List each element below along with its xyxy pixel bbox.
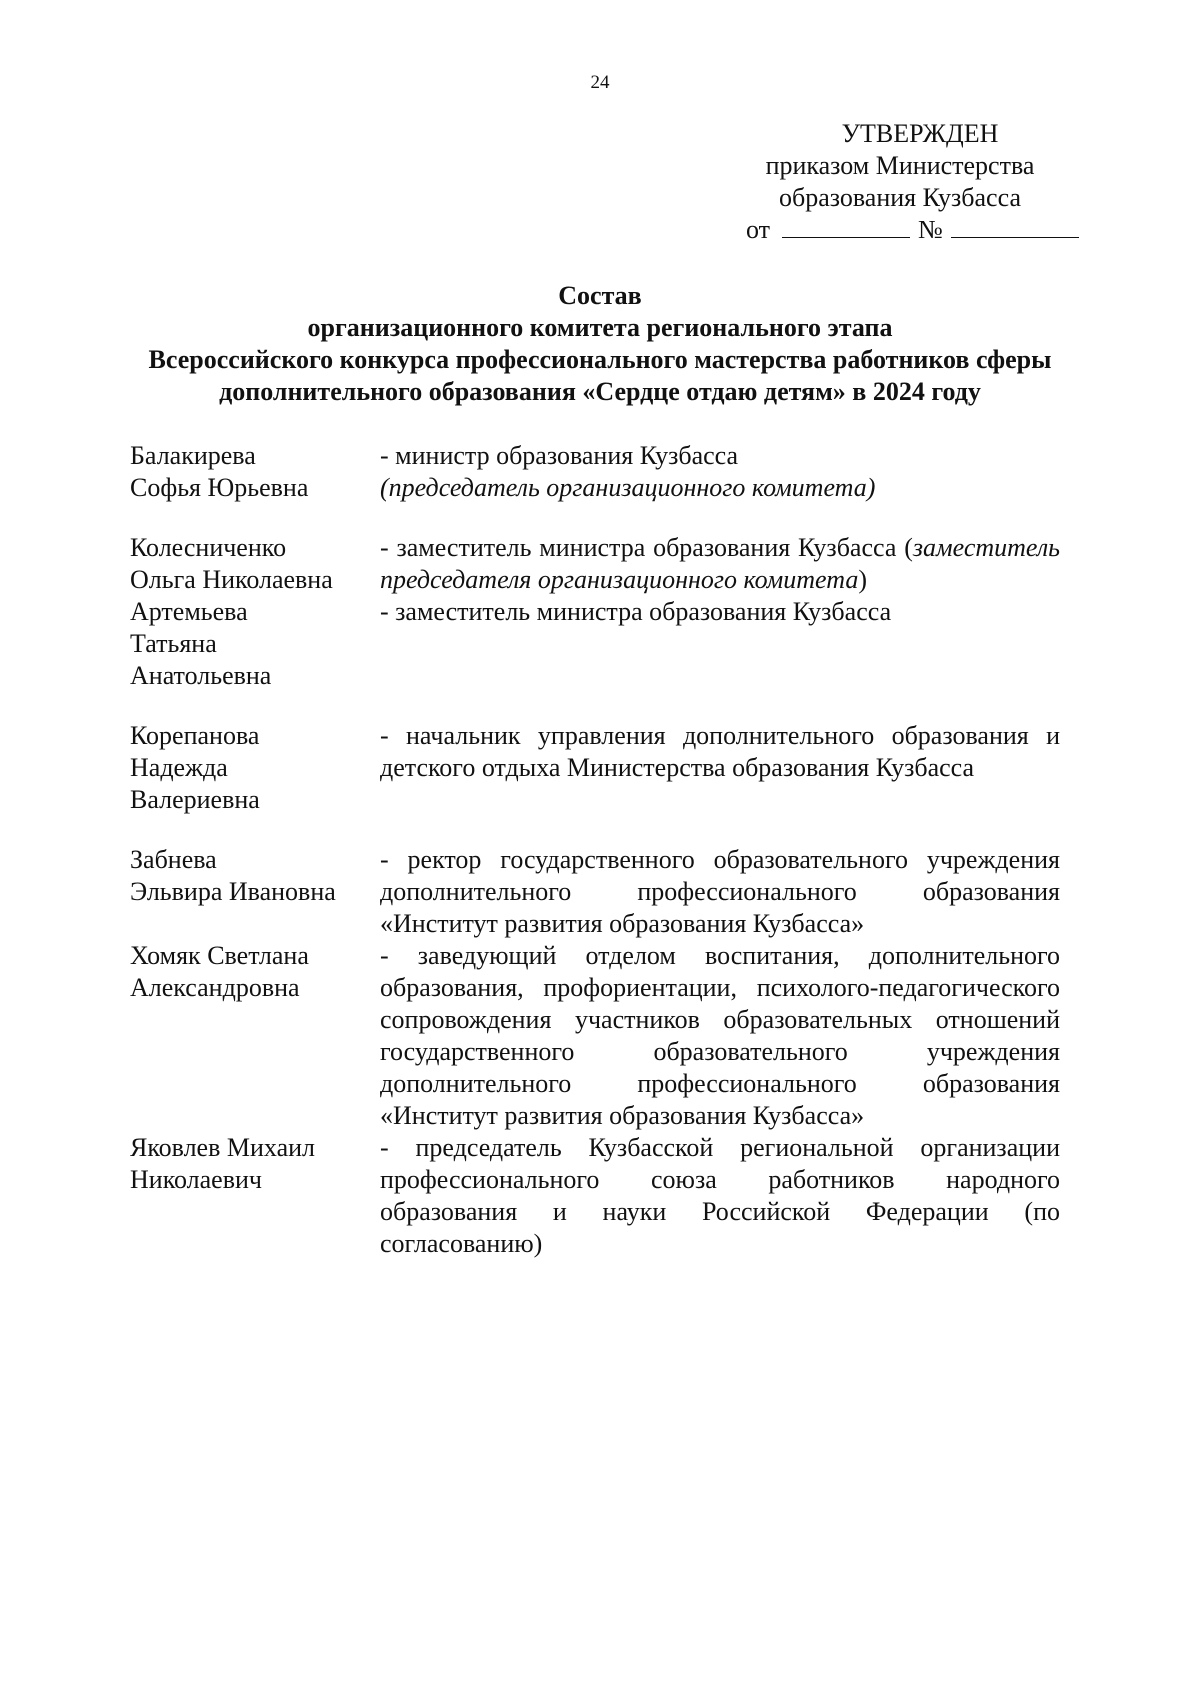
member-name-line: Корепанова	[130, 721, 260, 750]
member-row	[130, 940, 1060, 1132]
member-row	[130, 720, 1060, 816]
member-role-text: - заместитель министра образования Кузбасса	[380, 597, 892, 626]
member-name-line: Ольга Николаевна	[130, 565, 333, 594]
approval-line-2: образования Кузбасса	[778, 183, 1021, 212]
number-sign: №	[918, 215, 943, 244]
member-name	[130, 440, 380, 504]
member-row	[130, 440, 1060, 504]
member-row	[130, 532, 1060, 596]
member-row	[130, 596, 1060, 692]
member-role-text: - ректор государственного образовательного учреждения дополнительного профессионального образования «Институт развития образования Кузбасса»	[380, 845, 1060, 938]
number-blank	[951, 215, 1079, 238]
member-name-line: Надежда	[130, 753, 228, 782]
member-role	[380, 940, 1060, 1132]
member-row	[130, 1132, 1060, 1260]
approved-label: УТВЕРЖДЕН	[841, 119, 999, 148]
member-name-line: Яковлев Михаил	[130, 1133, 315, 1162]
title-line-1: Состав	[558, 281, 642, 310]
member-name-line: Балакирева	[130, 441, 256, 470]
title-line-2: организационного комитета регионального этапа	[307, 313, 893, 342]
member-name	[130, 940, 380, 1132]
member-name-line: Артемьева	[130, 597, 248, 626]
member-role	[380, 440, 1060, 504]
member-name-line: Татьяна	[130, 629, 217, 658]
date-prefix: от	[746, 215, 771, 244]
approval-line-1: приказом Министерства	[765, 151, 1035, 180]
member-role	[380, 720, 1060, 816]
member-role	[380, 596, 1060, 692]
member-role-note-close: )	[858, 565, 868, 594]
member-name-line: Колесниченко	[130, 533, 287, 562]
date-blank	[782, 215, 910, 238]
member-role	[380, 844, 1060, 940]
member-name	[130, 844, 380, 940]
member-role-text: - заведующий отделом воспитания, дополнительного образования, профориентации, психолого-педагогического сопровождения участников образовательных отношений государственного образовательного учреждения дополнительного профессионального образования «Институт развития образования Кузбасса»	[380, 941, 1060, 1130]
member-name-line: Николаевич	[130, 1165, 262, 1194]
member-name-line: Александровна	[130, 973, 300, 1002]
member-name-line: Забнева	[130, 845, 217, 874]
member-name-line: Эльвира Ивановна	[130, 877, 336, 906]
member-name	[130, 720, 380, 816]
member-name-line: Софья Юрьевна	[130, 473, 309, 502]
member-role-text: - министр образования Кузбасса	[380, 441, 739, 470]
committee-members-list	[130, 440, 1060, 1260]
member-role-text: - заместитель министра образования Кузбасса	[380, 533, 897, 562]
page-number: 24	[590, 72, 610, 93]
member-role-note-open: (	[904, 533, 913, 562]
member-role	[380, 532, 1060, 596]
member-name-line: Анатольевна	[130, 661, 272, 690]
member-role	[380, 1132, 1060, 1260]
member-name-line: Хомяк Светлана	[130, 941, 309, 970]
title-line-4: дополнительного образования «Сердце отдаю детям» в 2024 году	[219, 377, 981, 406]
member-name	[130, 532, 380, 596]
order-date-number-line	[700, 214, 1100, 246]
member-name	[130, 1132, 380, 1260]
member-name	[130, 596, 380, 692]
member-role-text: - начальник управления дополнительного образования и детского отдыха Министерства образования Кузбасса	[380, 721, 1060, 782]
member-role-note: заместитель председателя организационного комитета	[380, 533, 1060, 594]
member-name-line: Валериевна	[130, 785, 260, 814]
title-line-3: Всероссийского конкурса профессионального мастерства работников сферы	[148, 345, 1052, 374]
document-title	[0, 280, 1200, 408]
member-role-note: (председатель организационного комитета)	[380, 473, 876, 502]
member-role-text: - председатель Кузбасской региональной организации профессионального союза работников народного образования и науки Российской Федерации (по согласованию)	[380, 1133, 1060, 1258]
member-row	[130, 844, 1060, 940]
approval-stamp	[700, 118, 1100, 246]
